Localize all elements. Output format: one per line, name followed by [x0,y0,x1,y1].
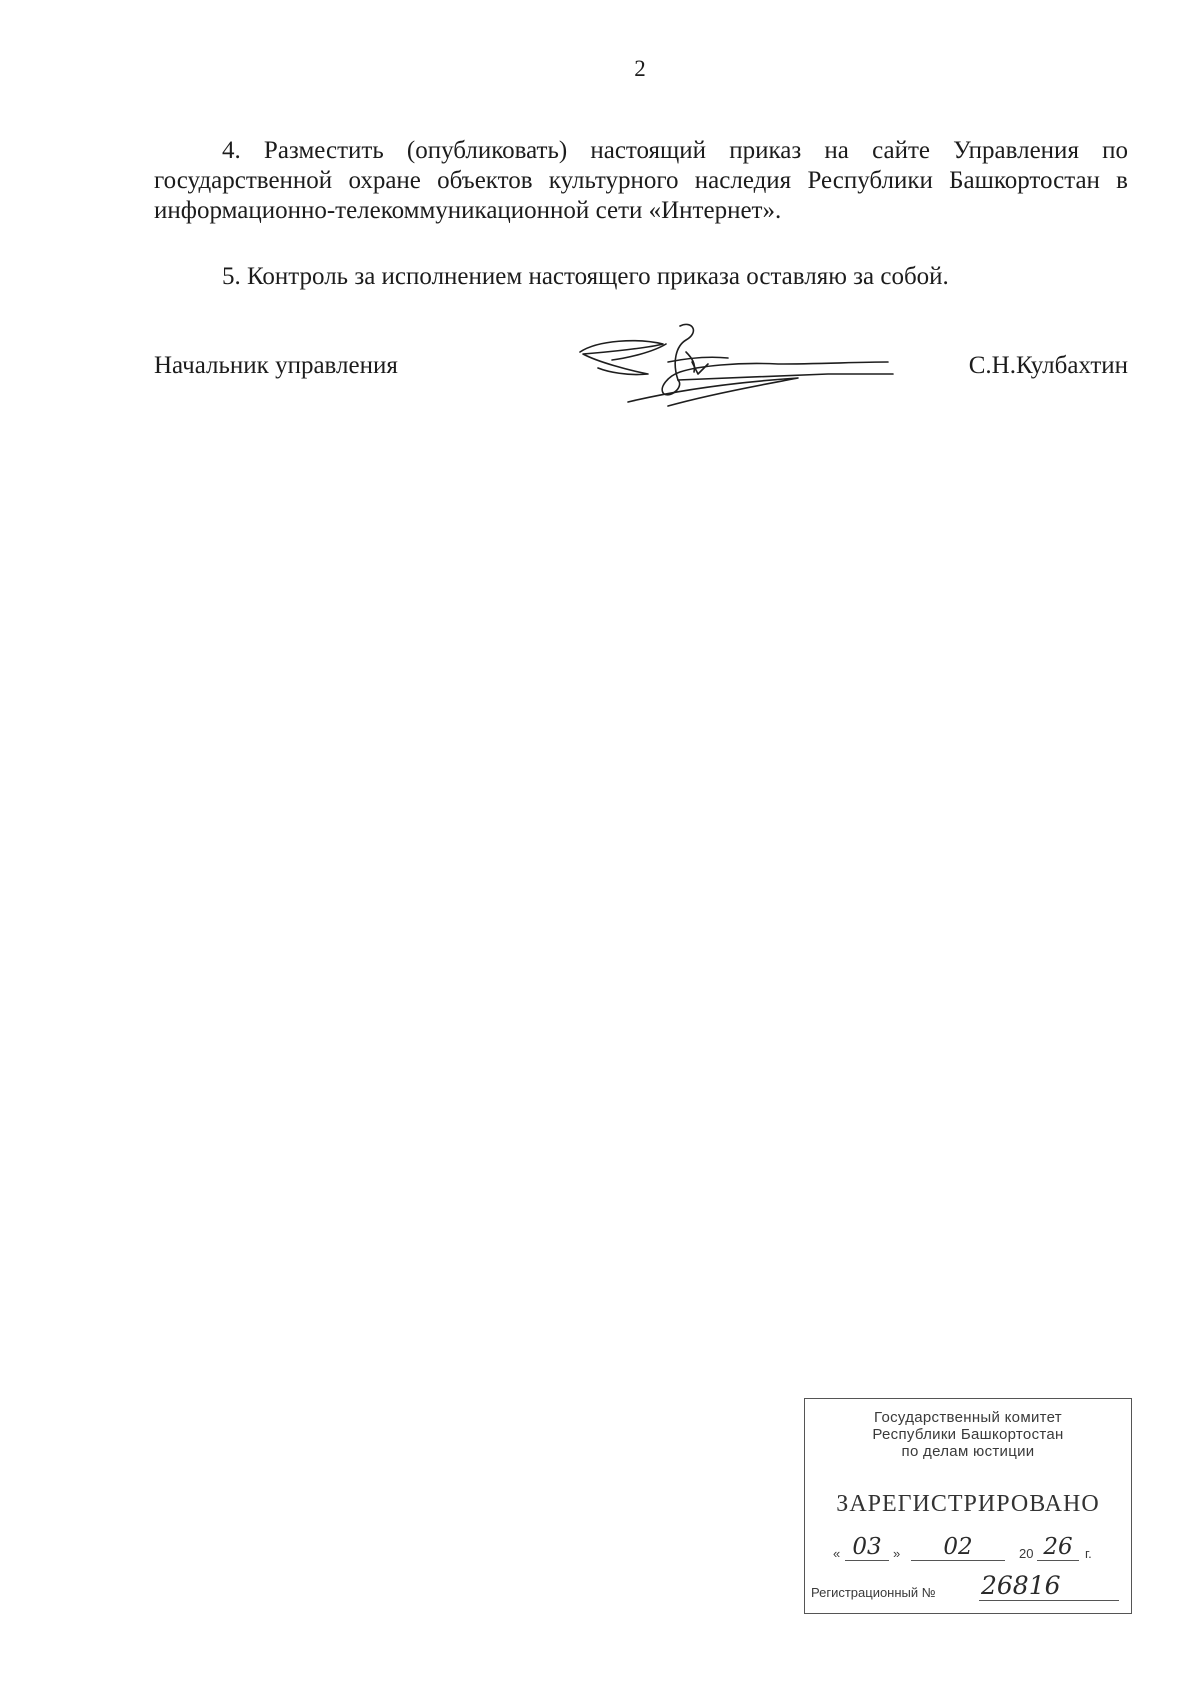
stamp-org-line-2: Республики Башкортостан [872,1426,1064,1443]
stamp-month: 02 [911,1534,1005,1561]
stamp-date [833,1534,1123,1568]
stamp-title: ЗАРЕГИСТРИРОВАНО [836,1491,1100,1517]
stamp-registration [811,1571,1121,1605]
stamp-year-unit: г. [1085,1546,1092,1561]
stamp-year-suffix: 26 [1037,1534,1079,1561]
stamp-day: 03 [845,1534,889,1561]
paragraph-4: 4. Разместить (опубликовать) настоящий приказ на сайте Управления по государственной охране объектов культурного наследия Республики Башкортостан в информационно-телекоммуникационной сети «Интернет». [154,137,1128,224]
handwritten-signature-icon [568,322,908,412]
signer-position: Начальник управления [154,352,398,379]
registration-stamp [804,1398,1132,1614]
stamp-open-quote: « [833,1546,841,1561]
page-number: 2 [634,56,646,81]
stamp-reg-label: Регистрационный № [811,1585,936,1600]
stamp-year-prefix: 20 [1019,1546,1034,1561]
stamp-reg-number: 26816 [979,1571,1119,1601]
paragraph-5: 5. Контроль за исполнением настоящего приказа оставляю за собой. [222,263,949,290]
stamp-close-quote: » [893,1546,901,1561]
stamp-org-line-3: по делам юстиции [901,1443,1035,1460]
signer-name: С.Н.Кулбахтин [968,352,1128,379]
stamp-organization [805,1409,1131,1460]
stamp-org-line-1: Государственный комитет [874,1409,1062,1426]
